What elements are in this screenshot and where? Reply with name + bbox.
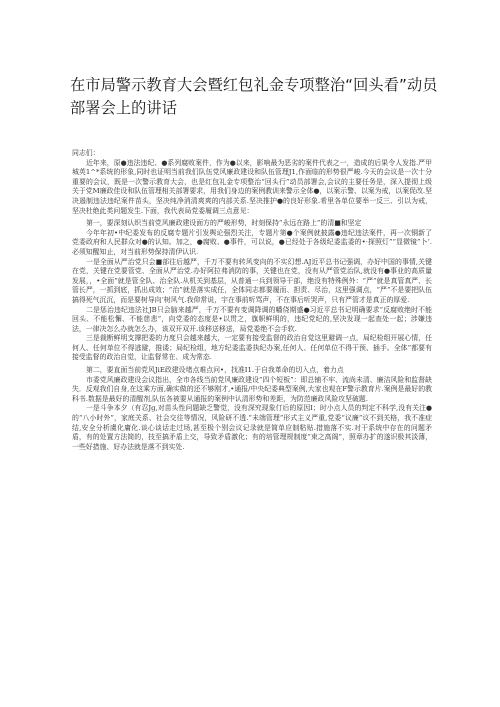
section-heading-2: 第二，要直面当前党风JiE政建设堵点难点问•，找准I1.于自我革命的切入点，着力点: [86, 366, 344, 375]
paragraph-point-1: 一是全面从严治党只会■部往后越严，千万不要有转风变向的不实幻想.AJ近平总书记强调，办好中国的事情,关键在党，关键在党要管党、全面从严治党.办好阿拉弗消防的事，关键也在党，没有从严管党治队,就没有●事业的高质量发展，，•全面”就是管全队、治全队.从机关到基层，从普通一兵到领导干部，绝没有特殊例外：“严”就是真管真严、长管长严，一抓到底，抓出成效；“治”就是落实成任，全体同志都要履而、担责、尽治，这里强调点，“严”不是要把队伍搞得死气沉沉，而是要树导向‘树风气.我仰常说，宇在事前听骂声，不在事后听哭声，只有严管才是真正的厚爱.: [72, 257, 432, 304]
paragraph-issue-1: 一是斗争本夕（有忍Jg,对苗头性问题缺乏警觉，没有深究现象仃后的原因I；时小点人员的判定不科学,没有关注●的“八小时外”，家庭关系、社会交往等情况，风险研不透.“未端管理”形式主义严重,党委“议廉”议不到关格，我不准症结,安全分析虞化庸化.谈心谈话走过场,甚至极个别会议记录就是简单应制粘贴.措施落不实.对干系统中存在的问题矛盾，有的处置方法简的，技至搞矛盾上交，导致矛盾激化；有的培管理规制度“束之高阁”，照章办扩的遂识极其淡薄，一些好措施、好办法就是落不到实处.: [72, 404, 432, 451]
page-title: 在市局警示教育大会暨红包礼金专项整治“回头看”动员部署会上的讲话: [70, 76, 438, 117]
paragraph-point-2: 二是惩治违纪违法社JB只会脑来越严，千万不要有变调降调的幡侥期盛●习近平总书记明确要求“反腐败绝时不能回头、不能松懈、不能慈悲”，向党委的态度是•以贯之，旗帜鲜明的，违纪党纪的,坚决发现一起查处一起；涉嫌违法，一律决怎么办就怎么办，该双开双开.该移送移送，局党委绝不会手软.: [72, 305, 432, 333]
paragraph-meeting: 市委党风廉政建设会议指出，全市各线当前党风廉政建设“四个短板”：即总铺不牢、流尚未清、廉洁风险和监督缺失．反观我们自身,在这乘方面,确实做的还不够刚才,•通报/中央纪委典型案例,大家也观在F警示教育片.案例是最好的教科书.数据是最好的清醒剂,队伍各被要从通报的案例中认清形势和差距，为防范廉政风险攻坚破题.: [72, 375, 432, 403]
document-body: [72, 149, 432, 452]
paragraph-context: 今年年初•中纪委发布的反腐专题片引发舆论强烈关注，专题片第●个案例就披露●违纪违法案件，再一次铜新了党委政府和人民群众对●的认知。加之，●腐败、●事件，可以说，●已经处于各级纪委监委的•·探照灯”“显微镜”卜’.必须知醒知止，对当前形势保持清伊认识.: [72, 228, 432, 256]
paragraph-point-3: 三是裁断鲜明支撑把委的力度只会越来越大，一定要有接受监督的政治自觉这里避调一点，局纪检组开展心情，任何人、任何单位不得逃避，推诿；局纪检组，地方纪委监委执纪办案,任何人、任何单位不得干预、插手。全体”都要有接受监督的政治自觉，让监督常在、成为常态.: [72, 334, 432, 362]
salutation: 同志们：: [72, 149, 100, 157]
section-heading-1: 第一，要深刻认织当前党风廉政建设面方的严峻形势，时刻保持“永远在路上”的清■和坚定: [86, 219, 362, 228]
paragraph-intro: 近年来，原●违法违纪、●系列腐败案件，作为●以来，影响最为恶劣的案件代表之一，造成的后果令人发指.严甲城英1^*系统的形象,同时也证明当前我们队伍党风廉政建设和队伍管理J1,作面临的形势很严峻.今天的会议是一次十分重要的会议，既是一次警示教育大会，也是红包礼金专项整治“回头行”动员部署会,会议的主要任务是，深入提彻上级关于党M廉政佳设和队伍管理相关部署要求，用我们身边的案例教训来警示全体●，以案示警、以案为戒，以案促改.坚决遏制违法违纪案件苗头，坚决纯净消清爽爽的内部关系.坚决推护●的良好形象.希里各单位要举一反三、引以为戒，坚决杜绝此类问题发生.下面，我代表局党委履调三点意见：: [72, 158, 432, 215]
